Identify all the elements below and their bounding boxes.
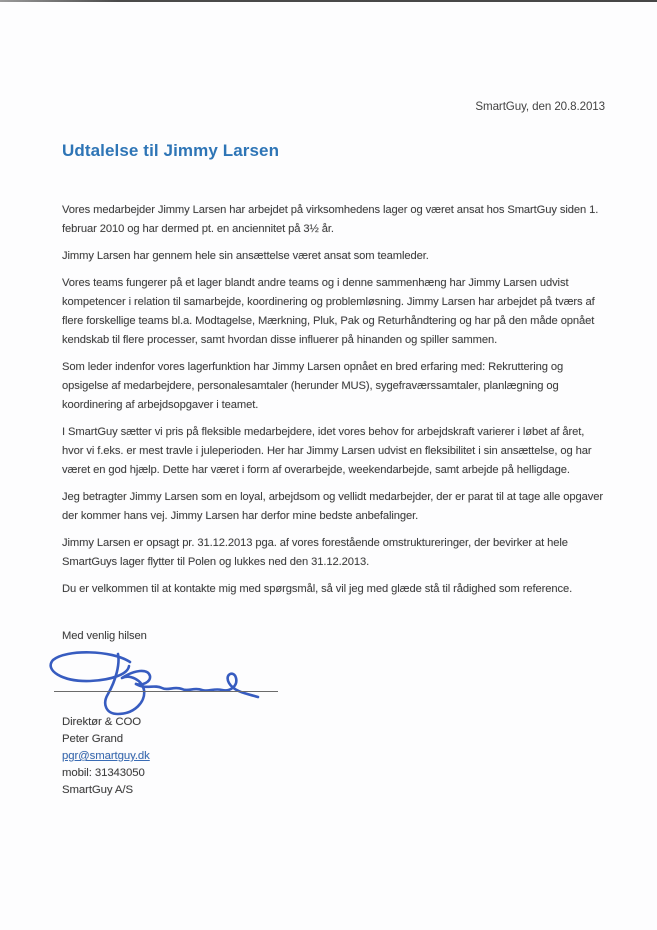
paragraph-seniority: Vores medarbejder Jimmy Larsen har arbejdet på virksomhedens lager og været ansat hos SmartGuy siden 1. februar 2010 og har dermed pt. en anciennitet på 3½ år. bbox=[62, 204, 599, 235]
letter-title: Udtalelse til Jimmy Larsen bbox=[62, 141, 280, 160]
paragraph-termination: Jimmy Larsen er opsagt pr. 31.12.2013 pga. af vores forestående omstruktureringer, der bevirker at hele SmartGuys lager flytter til Polen og lukkes ned den 31.12.2013. bbox=[62, 537, 568, 568]
signature-line bbox=[54, 691, 278, 692]
signer-mobile: mobil: 31343050 bbox=[62, 767, 145, 779]
signer-email-row bbox=[62, 748, 605, 765]
scan-edge-artifact bbox=[0, 0, 657, 2]
closing-salutation: Med venlig hilsen bbox=[62, 630, 147, 642]
signer-name: Peter Grand bbox=[62, 733, 123, 745]
letter-body bbox=[62, 201, 605, 599]
paragraph-reference-offer: Du er velkommen til at kontakte mig med spørgsmål, så vil jeg med glæde stå til rådighed som reference. bbox=[62, 583, 573, 595]
paragraph-teamleader: Jimmy Larsen har gennem hele sin ansættelse været ansat som teamleder. bbox=[62, 250, 429, 262]
paragraph-leadership: Som leder indenfor vores lagerfunktion har Jimmy Larsen opnået en bred erfaring med: Rekruttering og opsigelse af medarbejdere, personalesamtaler (herunder MUS), sygefraværssamtaler, planlægning og koordinering af arbejdsopgaver i teamet. bbox=[62, 361, 564, 411]
signer-company: SmartGuy A/S bbox=[62, 784, 133, 796]
signature-area bbox=[62, 648, 605, 714]
handwritten-signature-icon bbox=[46, 650, 286, 722]
paragraph-flexibility: I SmartGuy sætter vi pris på fleksible medarbejdere, idet vores behov for arbejdskraft varierer i løbet af året, hvor vi f.eks. er mest travle i juleperioden. Her har Jimmy Larsen udvist en fleksibilitet i sin ansættelse, og har været en god hjælp. Dette har været i form af overarbejde, weekendarbejde, samt arbejde på helligdage. bbox=[62, 426, 592, 476]
signer-role: Direktør & COO bbox=[62, 716, 141, 728]
letter-date-line: SmartGuy, den 20.8.2013 bbox=[475, 100, 605, 113]
paragraph-teams: Vores teams fungerer på et lager blandt andre teams og i denne sammenhæng har Jimmy Larsen udvist kompetencer i relation til samarbejde, koordinering og problemløsning. Jimmy Larsen har arbejdet på tværs af flere forskellige teams bl.a. Modtagelse, Mærkning, Pluk, Pak og Returhåndtering og har på den måde opnået kendskab til flere processer, samt hvordan disse influerer på hinanden og spiller sammen. bbox=[62, 277, 595, 346]
paragraph-recommendation: Jeg betragter Jimmy Larsen som en loyal, arbejdsom og vellidt medarbejder, der er parat til at tage alle opgaver der kommer hans vej. Jimmy Larsen har derfor mine bedste anbefalinger. bbox=[62, 491, 604, 522]
signer-contact-block bbox=[62, 714, 605, 799]
email-link[interactable]: pgr@smartguy.dk bbox=[62, 750, 150, 762]
